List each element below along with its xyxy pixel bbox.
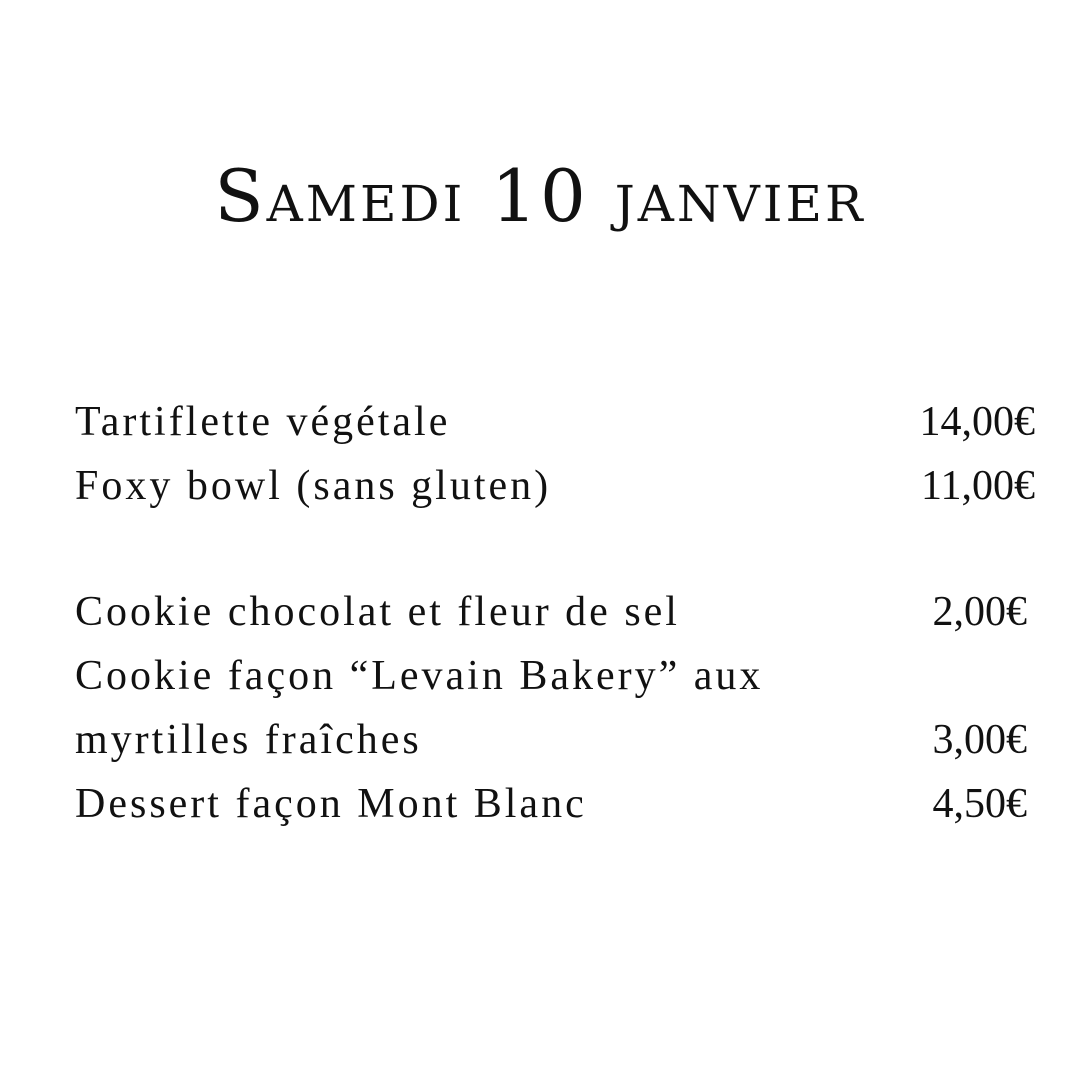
menu-item-price: 14,00€ (919, 399, 1035, 445)
menu-item-name: Foxy bowl (sans gluten) (75, 463, 552, 509)
menu (75, 390, 1035, 836)
menu-item-name: Tartiflette végétale (75, 399, 451, 445)
section-spacer (75, 518, 1035, 580)
menu-item-price: 3,00€ (932, 717, 1027, 763)
menu-item (75, 454, 1035, 518)
menu-item-price: 2,00€ (932, 589, 1027, 635)
menu-item (75, 390, 1035, 454)
menu-item (75, 580, 1035, 644)
menu-item (75, 644, 1035, 772)
menu-item (75, 772, 1035, 836)
menu-item-name: Cookie chocolat et fleur de sel (75, 589, 680, 635)
menu-item-price: 11,00€ (921, 463, 1035, 509)
menu-item-name: Dessert façon Mont Blanc (75, 781, 587, 827)
menu-item-name: Cookie façon “Levain Bakery” aux myrtilles fraîches (75, 653, 764, 763)
menu-item-price: 4,50€ (932, 781, 1027, 827)
page-title: Samedi 10 janvier (214, 154, 866, 238)
